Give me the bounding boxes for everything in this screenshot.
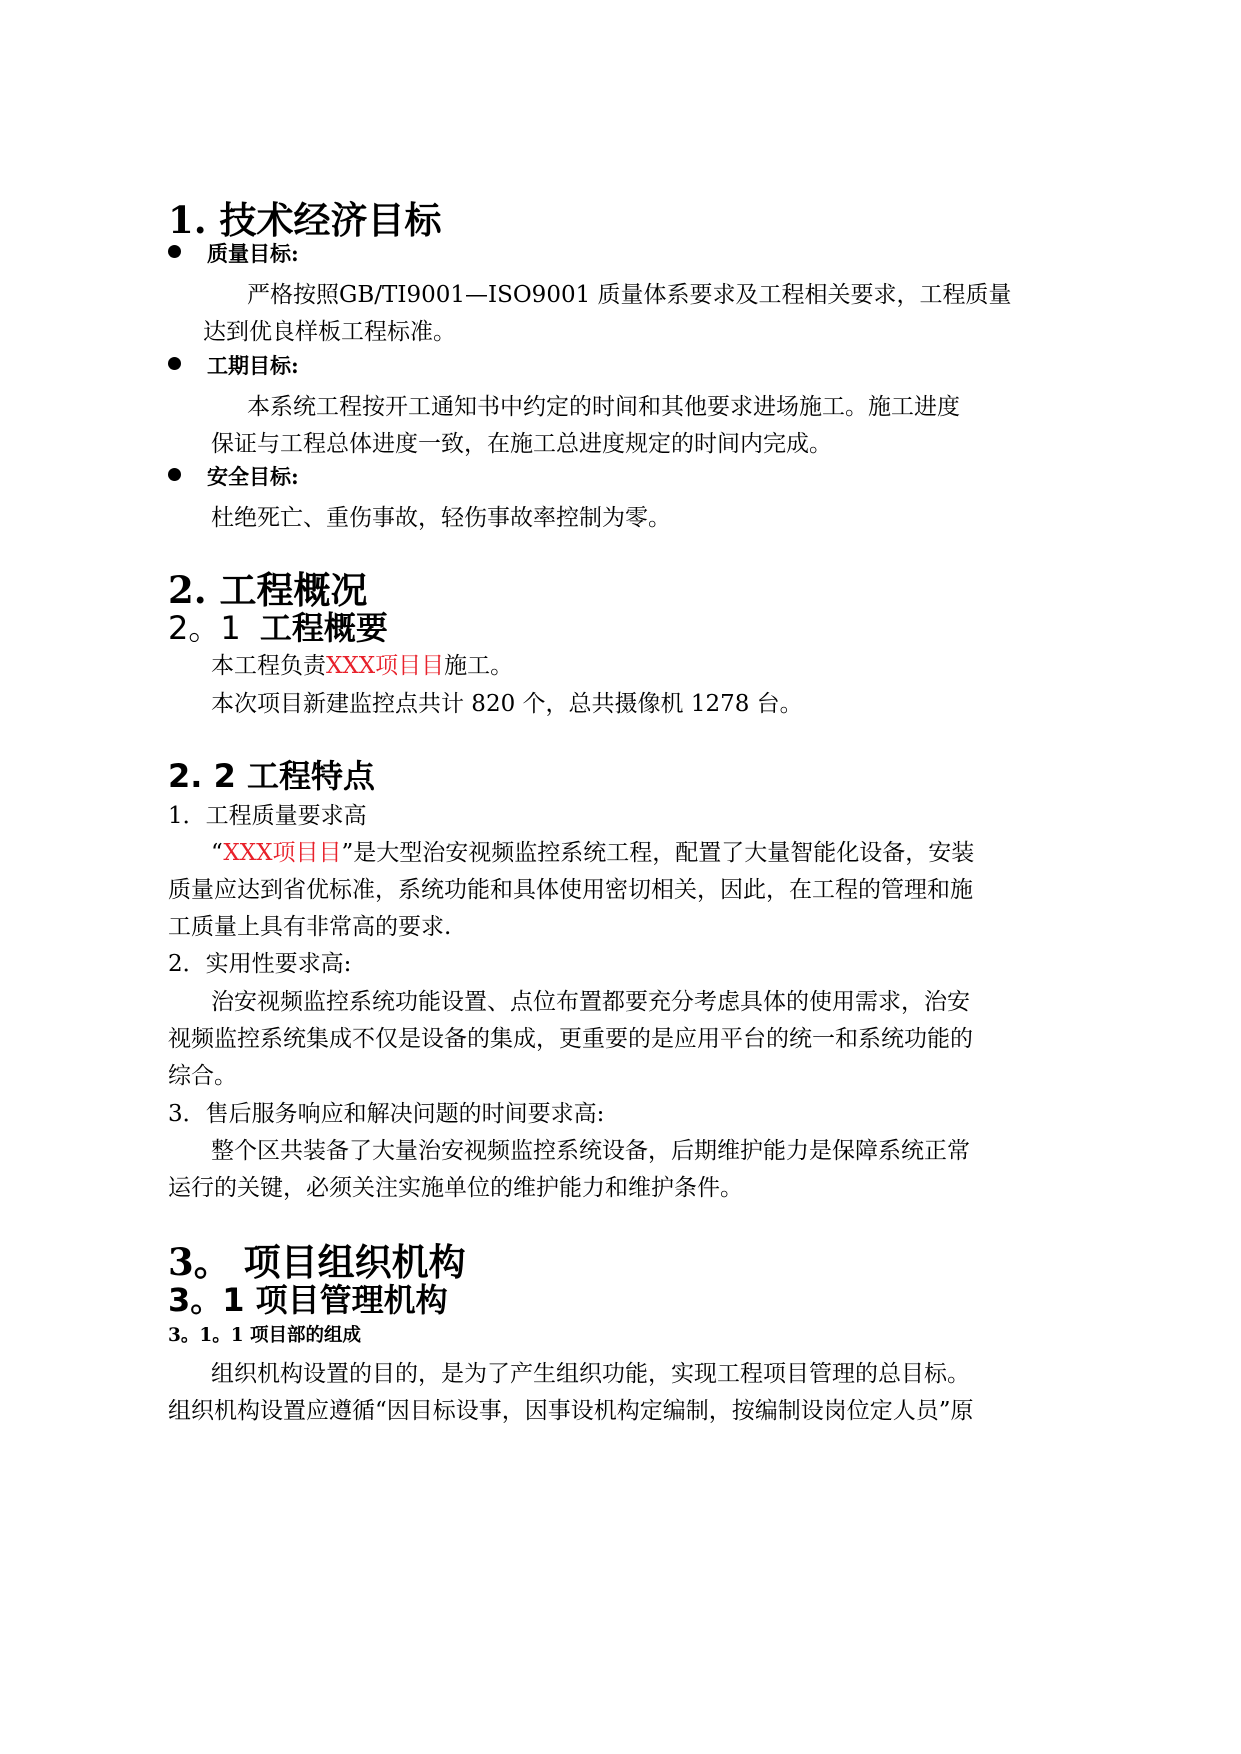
section-1-title: 1. 技术经济目标	[168, 198, 442, 242]
paragraph-line: 工质量上具有非常高的要求.	[168, 914, 452, 940]
bullet-icon	[168, 245, 181, 258]
item-heading: 2．实用性要求高:	[168, 951, 352, 977]
paragraph-line: 达到优良样板工程标准。	[203, 319, 456, 345]
bullet-icon	[168, 468, 181, 481]
section-2-title: 2. 工程概况	[168, 568, 368, 612]
paragraph-line: 治安视频监控系统功能设置、点位布置都要充分考虑具体的使用需求，治安	[211, 989, 970, 1015]
text: 施工。	[444, 653, 514, 679]
subsection-title: 工程概要	[259, 609, 388, 647]
paragraph-line: 本系统工程按开工通知书中约定的时间和其他要求进场施工。施工进度	[247, 394, 960, 420]
paragraph-line: 组织机构设置应遵循“因目标设事，因事设机构定编制，按编制设岗位定人员”原	[168, 1398, 974, 1424]
bullet-icon	[168, 357, 181, 370]
subsection-3-1-heading: 3。1 项目管理机构	[168, 1281, 448, 1319]
bullet-head-safety: 安全目标:	[207, 464, 299, 489]
paragraph-line: 杜绝死亡、重伤事故，轻伤事故率控制为零。	[211, 505, 671, 531]
item-heading: 3．售后服务响应和解决问题的时间要求高:	[168, 1101, 605, 1127]
paragraph-line	[211, 834, 974, 867]
bullet-head-quality: 质量目标:	[207, 241, 299, 266]
paragraph-line: 保证与工程总体进度一致，在施工总进度规定的时间内完成。	[211, 431, 832, 457]
text: “	[211, 840, 224, 866]
paragraph-line: 综合。	[168, 1063, 237, 1089]
subsection-2-1-heading	[168, 603, 388, 649]
paragraph-line: 视频监控系统集成不仅是设备的集成，更重要的是应用平台的统一和系统功能的	[168, 1026, 973, 1052]
paragraph-line	[211, 647, 513, 680]
paragraph-line: 本次项目新建监控点共计 820 个，总共摄像机 1278 台。	[211, 691, 803, 717]
paragraph-line: 质量应达到省优标准，系统功能和具体使用密切相关，因此，在工程的管理和施	[168, 877, 973, 903]
text: ”是大型治安视频监控系统工程，配置了大量智能化设备，安装	[341, 840, 975, 866]
project-name-placeholder: XXX项目目	[223, 840, 342, 866]
paragraph-line: 整个区共装备了大量治安视频监控系统设备，后期维护能力是保障系统正常	[211, 1138, 970, 1164]
subsection-3-1-1-heading: 3。1。1 项目部的组成	[168, 1325, 362, 1346]
text: 本工程负责	[211, 653, 326, 679]
subsection-2-2-heading: 2. 2 工程特点	[168, 757, 375, 795]
project-name-placeholder: XXX项目目	[326, 653, 445, 679]
paragraph-line: 运行的关键，必须关注实施单位的维护能力和维护条件。	[168, 1175, 743, 1201]
bullet-head-schedule: 工期目标:	[207, 353, 299, 378]
paragraph-line: 严格按照GB/TI9001—ISO9001 质量体系要求及工程相关要求，工程质量	[247, 282, 1012, 308]
section-3-title: 3。 项目组织机构	[168, 1240, 466, 1284]
subsection-number: 2。1	[168, 609, 241, 647]
item-heading: 1．工程质量要求高	[168, 803, 367, 829]
paragraph-line: 组织机构设置的目的，是为了产生组织功能，实现工程项目管理的总目标。	[211, 1361, 970, 1387]
